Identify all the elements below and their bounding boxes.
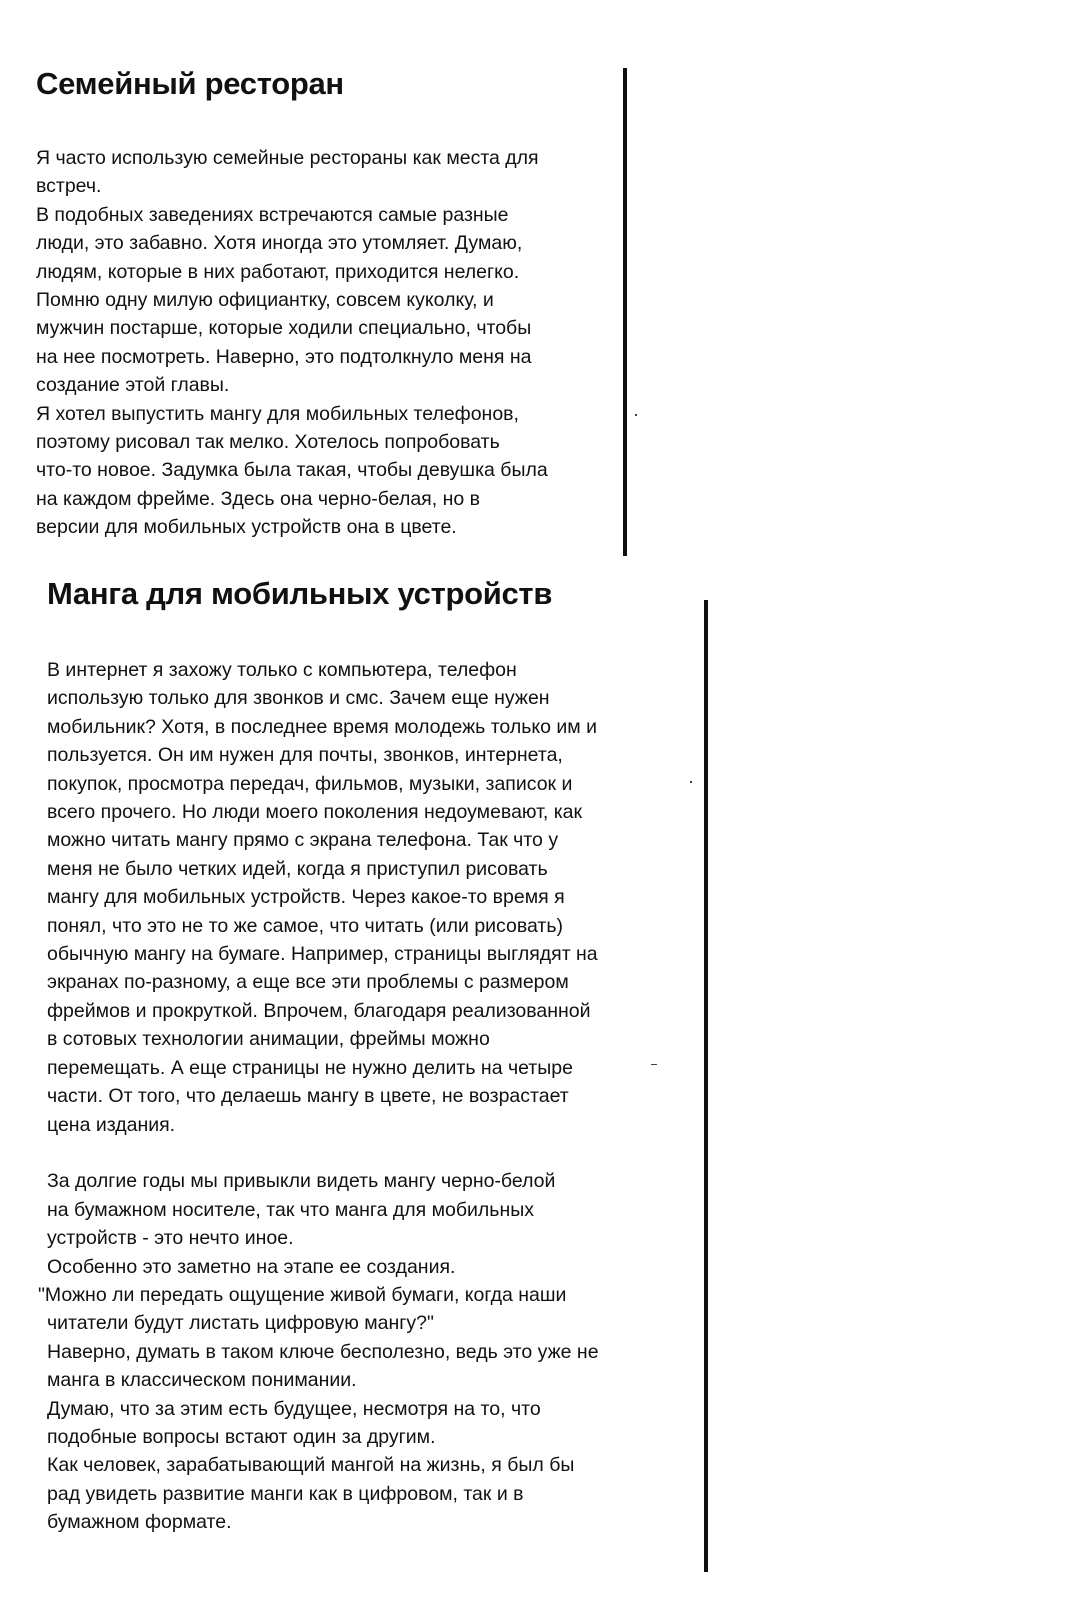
section-title: Семейный ресторан (36, 66, 344, 101)
scan-speck (635, 414, 637, 416)
text-line: понял, что это не то же самое, что читать (или рисовать) (47, 914, 564, 937)
text-line: создание этой главы. (36, 374, 230, 397)
text-line: мобильник? Хотя, в последнее время молодежь только им и (47, 715, 597, 738)
text-line: использую только для звонков и смс. Зачем еще нужен (47, 687, 550, 710)
section-title: Манга для мобильных устройств (47, 576, 553, 611)
text-line: Как человек, зарабатывающий мангой на жизнь, я был бы (47, 1454, 575, 1477)
paragraph (47, 1338, 687, 1395)
text-line: на нее посмотреть. Наверно, это подтолкнуло меня на (36, 345, 532, 368)
text-line: рад увидеть развитие манги как в цифровом, так и в (47, 1482, 524, 1505)
text-line: манга в классическом понимании. (47, 1369, 357, 1392)
scan-speck (690, 781, 692, 783)
paragraph (36, 201, 626, 400)
quote-paragraph (38, 1281, 687, 1338)
text-line: можно читать мангу прямо с экрана телефона. Так что у (47, 829, 559, 852)
paragraph (36, 400, 626, 542)
text-line: подобные вопросы встают один за другим. (47, 1425, 436, 1448)
text-line: обычную мангу на бумаге. Например, страницы выглядят на (47, 943, 598, 966)
section-mobile-manga (38, 574, 687, 1537)
text-line: что-то новое. Задумка была такая, чтобы девушка была (36, 459, 548, 482)
vertical-divider (704, 600, 708, 1572)
text-line: Я часто использую семейные рестораны как места для (36, 147, 539, 169)
text-line: Думаю, что за этим есть будущее, несмотря на то, что (47, 1397, 541, 1420)
paragraph (47, 1395, 687, 1452)
text-line: мужчин постарше, которые ходили специально, чтобы (36, 317, 532, 340)
text-line: В интернет я захожу только с компьютера, телефон (47, 659, 517, 681)
paragraph (36, 144, 626, 201)
text-line: версии для мобильных устройств она в цвете. (36, 516, 457, 539)
text-line: поэтому рисовал так мелко. Хотелось попробовать (36, 431, 500, 454)
text-line: Помню одну милую официантку, совсем куколку, и (36, 289, 494, 312)
text-line: люди, это забавно. Хотя иногда это утомляет. Думаю, (36, 232, 523, 255)
text-line: меня не было четких идей, когда я приступил рисовать (47, 857, 548, 880)
text-line: встреч. (36, 175, 102, 198)
text-line: экранах по-разному, а еще все эти проблемы с размером (47, 971, 569, 994)
scan-speck (651, 1064, 657, 1065)
text-line: В подобных заведениях встречаются самые разные (36, 203, 509, 226)
text-line: Особенно это заметно на этапе ее создания. (47, 1255, 456, 1278)
text-line: на бумажном носителе, так что манга для мобильных (47, 1198, 534, 1221)
text-line: мангу для мобильных устройств. Через какое-то время я (47, 886, 565, 909)
text-line: покупок, просмотра передач, фильмов, музыки, записок и (47, 772, 573, 795)
text-line: на каждом фрейме. Здесь она черно-белая, но в (36, 487, 480, 510)
text-line: устройств - это нечто иное. (47, 1227, 294, 1250)
paragraph (47, 656, 687, 1139)
section-family-restaurant (36, 64, 626, 542)
vertical-divider (623, 68, 627, 556)
text-line: людям, которые в них работают, приходится нелегко. (36, 260, 520, 283)
text-line: фреймов и прокруткой. Впрочем, благодаря реализованной (47, 999, 591, 1022)
paragraph (47, 1451, 687, 1536)
text-line: перемещать. А еще страницы не нужно делить на четыре (47, 1056, 573, 1079)
text-line: пользуется. Он им нужен для почты, звонков, интернета, (47, 744, 563, 767)
text-line: Наверно, думать в таком ключе бесполезно, ведь это уже не (47, 1340, 599, 1363)
text-line: читатели будут листать цифровую мангу?" (47, 1312, 434, 1335)
paragraph (47, 1167, 687, 1252)
text-line: бумажном формате. (47, 1511, 232, 1534)
text-line: цена издания. (47, 1113, 176, 1136)
text-line: в сотовых технологии анимации, фреймы можно (47, 1028, 490, 1051)
text-line: За долгие годы мы привыкли видеть мангу черно-белой (47, 1170, 556, 1193)
paragraph (47, 1253, 687, 1281)
text-line: Я хотел выпустить мангу для мобильных телефонов, (36, 402, 519, 425)
text-line: всего прочего. Но люди моего поколения недоумевают, как (47, 801, 583, 824)
text-line: "Можно ли передать ощущение живой бумаги, когда наши (38, 1283, 567, 1306)
text-line: части. От того, что делаешь мангу в цвете, не возрастает (47, 1085, 569, 1108)
